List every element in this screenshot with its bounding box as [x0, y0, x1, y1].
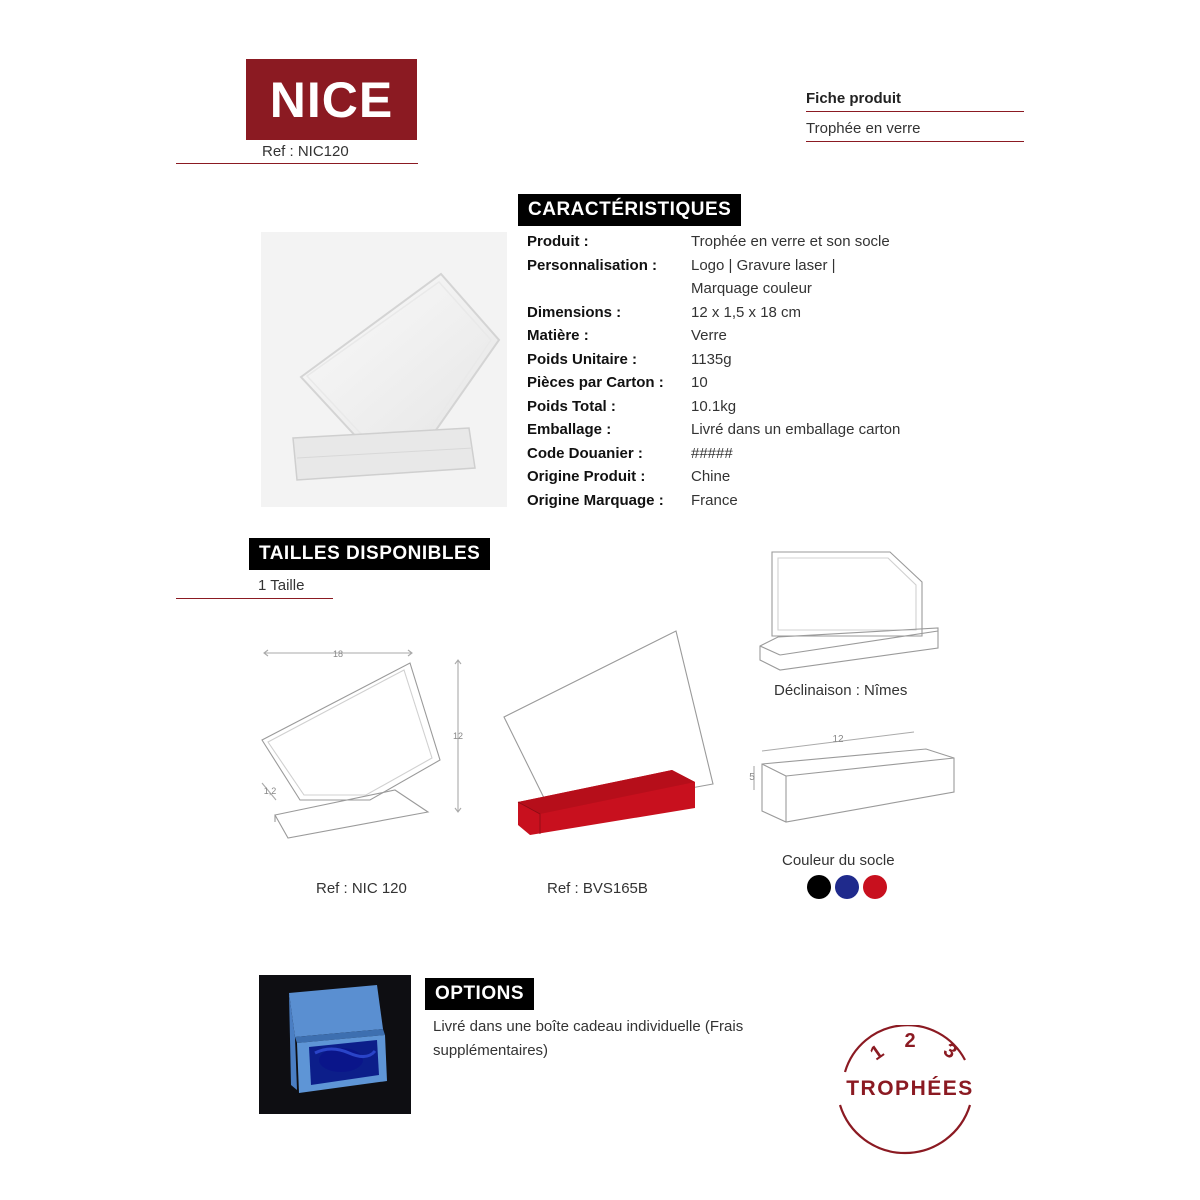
spec-label: Origine Produit : — [527, 468, 646, 485]
spec-label: Origine Marquage : — [527, 491, 664, 509]
socle-color-red[interactable] — [863, 875, 887, 899]
fiche-subtitle: Trophée en verre — [806, 120, 921, 137]
characteristics-heading: CARACTÉRISTIQUES — [518, 194, 741, 226]
base-drawing — [754, 732, 954, 822]
spec-label: Poids Unitaire : — [527, 350, 638, 368]
spec-value: 1135g — [691, 350, 732, 368]
product-name: NICE — [269, 71, 394, 128]
spec-label: Produit : — [527, 233, 589, 250]
dim-18-label: 18 — [332, 649, 344, 659]
base-dim-5-label: 5 — [749, 772, 755, 783]
spec-label: Pièces par Carton : — [527, 374, 664, 391]
nimes-drawing — [760, 552, 938, 670]
spec-value: 12 x 1,5 x 18 cm — [691, 303, 802, 321]
logo-digit-2: 2 — [904, 1030, 916, 1052]
product-ref: Ref : NIC120 — [262, 143, 349, 160]
dim-12-label: 12 — [452, 731, 464, 741]
spec-value: Livré dans un emballage carton — [691, 421, 901, 438]
gift-box-photo — [259, 975, 411, 1114]
spec-value: Verre — [691, 327, 727, 344]
spec-label: Poids Total : — [527, 397, 616, 415]
fiche-title: Fiche produit — [806, 90, 901, 107]
spec-value: 10.1kg — [691, 397, 737, 415]
dim-1-2-label: 1,2 — [263, 786, 277, 796]
spec-value: France — [691, 491, 738, 509]
trophees-logo — [828, 1025, 993, 1175]
socle-color-black[interactable] — [807, 875, 831, 899]
nic120-drawing — [262, 650, 464, 838]
spec-value: Trophée en verre et son socle — [691, 233, 890, 250]
logo-digit-1: 1 — [866, 1040, 888, 1066]
options-text: Livré dans une boîte cadeau individuelle (Frais supplémentaires) — [433, 1018, 744, 1059]
logo-digit-3: 3 — [939, 1039, 961, 1064]
base-dim-12-label: 12 — [832, 734, 844, 745]
spec-value: ##### — [691, 444, 733, 462]
declinaison-caption: Déclinaison : Nîmes — [774, 682, 908, 699]
options-heading: OPTIONS — [425, 978, 534, 1010]
sizes-text: 1 Taille — [258, 577, 305, 594]
socle-color-blue[interactable] — [835, 875, 859, 899]
bvs165b-drawing — [504, 631, 713, 835]
ref-bvs-caption: Ref : BVS165B — [547, 880, 648, 897]
spec-label: Emballage : — [527, 421, 612, 438]
spec-label: Code Douanier : — [527, 444, 643, 462]
spec-value: Chine — [691, 468, 731, 485]
spec-value: 10 — [691, 374, 708, 391]
logo-word: TROPHÉES — [846, 1077, 974, 1100]
spec-label: Dimensions : — [527, 303, 622, 321]
ref-nic-caption: Ref : NIC 120 — [316, 880, 407, 897]
sizes-heading: TAILLES DISPONIBLES — [249, 538, 490, 570]
spec-label: Personnalisation : — [527, 256, 658, 274]
socle-color-caption: Couleur du socle — [782, 852, 895, 869]
spec-value: Logo | Gravure laser | Marquage couleur — [691, 256, 836, 297]
spec-label: Matière : — [527, 327, 589, 344]
